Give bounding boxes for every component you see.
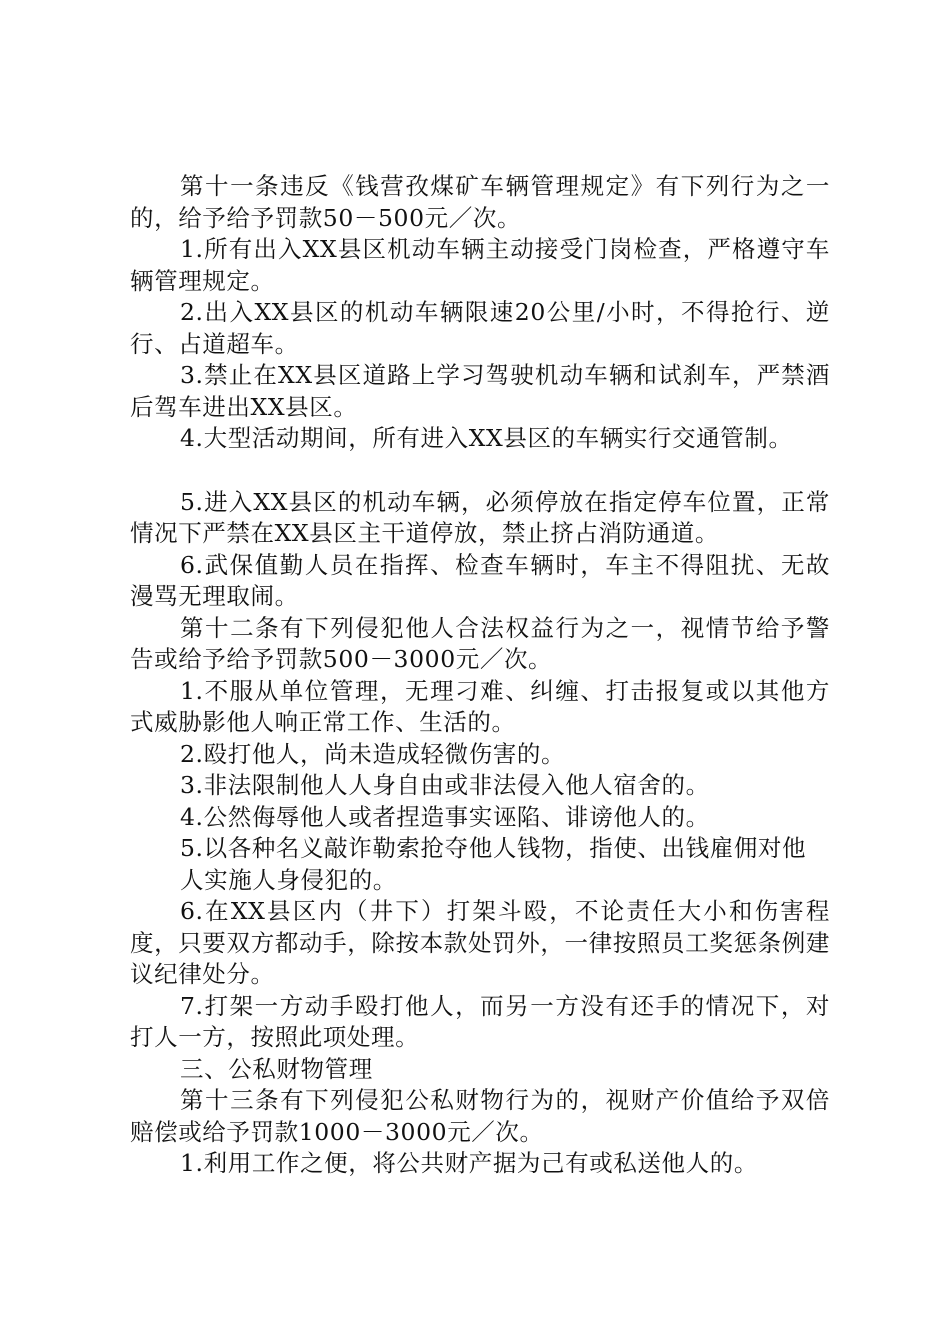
article-11-paragraph: 第十一条违反《钱营孜煤矿车辆管理规定》有下列行为之一的，给予给予罚款50－500元／次。	[130, 172, 830, 232]
list-item: 1.不服从单位管理，无理刁难、纠缠、打击报复或以其他方式威胁影他人响正常工作、生活的。	[130, 676, 830, 736]
list-item: 4.公然侮辱他人或者捏造事实诬陷、诽谤他人的。	[180, 802, 710, 831]
list-item: 3.非法限制他人人身自由或非法侵入他人宿舍的。	[180, 771, 710, 799]
article-12-paragraph: 第十二条有下列侵犯他人合法权益行为之一，视情节给予警告或给予给予罚款500－3000元／次。	[130, 613, 830, 673]
list-item: 1.所有出入XX县区机动车辆主动接受门岗检查，严格遵守车辆管理规定。	[130, 235, 830, 295]
document-body	[130, 171, 830, 1180]
list-item: 4.大型活动期间，所有进入XX县区的车辆实行交通管制。	[180, 424, 793, 452]
list-item: 6.在XX县区内（井下）打架斗殴，不论责任大小和伤害程度，只要双方都动手，除按本款处罚外，一律按照员工奖惩条例建议纪律处分。	[130, 897, 830, 988]
list-item: 3.禁止在XX县区道路上学习驾驶机动车辆和试刹车，严禁酒后驾车进出XX县区。	[130, 361, 830, 421]
list-item: 2.出入XX县区的机动车辆限速20公里/小时，不得抢行、逆行、占道超车。	[130, 298, 830, 358]
article-13-paragraph: 第十三条有下列侵犯公私财物行为的，视财产价值给予双倍赔偿或给予罚款1000－3000元／次。	[130, 1086, 830, 1146]
list-item: 7.打架一方动手殴打他人，而另一方没有还手的情况下，对打人一方，按照此项处理。	[130, 991, 830, 1051]
list-item: 5.进入XX县区的机动车辆，必须停放在指定停车位置，正常情况下严禁在XX县区主干道停放，禁止挤占消防通道。	[130, 487, 830, 547]
list-item: 1.利用工作之便，将公共财产据为己有或私送他人的。	[180, 1149, 758, 1177]
list-item: 5.以各种名义敲诈勒索抢夺他人钱物，指使、出钱雇佣对他	[180, 834, 807, 862]
section-heading: 三、公私财物管理	[180, 1054, 373, 1083]
list-item: 6.武保值勤人员在指挥、检查车辆时，车主不得阻扰、无故漫骂无理取闹。	[130, 550, 830, 610]
list-item: 2.殴打他人，尚未造成轻微伤害的。	[180, 739, 566, 768]
list-item-continuation: 人实施人身侵犯的。	[180, 865, 397, 894]
